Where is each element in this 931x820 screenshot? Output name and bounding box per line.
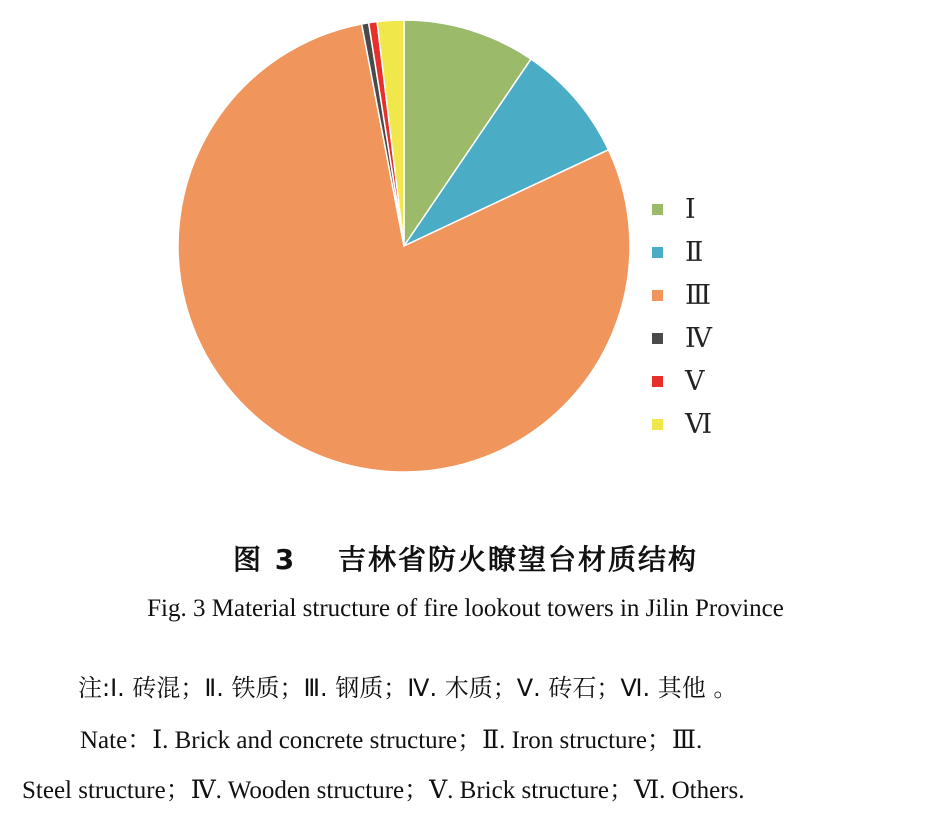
note-chinese: 注:Ⅰ. 砖混；Ⅱ. 铁质；Ⅲ. 钢质；Ⅳ. 木质；Ⅴ. 砖石；Ⅵ. 其他 。 bbox=[78, 674, 738, 702]
legend-label: Ⅰ bbox=[685, 194, 696, 224]
figure-title-chinese: 图 3 吉林省防火瞭望台材质结构 bbox=[233, 543, 698, 576]
note-english-line2: Steel structure；Ⅳ. Wooden structure；Ⅴ. Brick structure；Ⅵ. Others. bbox=[22, 777, 745, 804]
legend-swatch bbox=[652, 333, 663, 344]
legend-item-1 bbox=[652, 188, 712, 231]
legend-item-4 bbox=[652, 317, 712, 360]
legend-swatch bbox=[652, 290, 663, 301]
legend-label: Ⅱ bbox=[685, 237, 704, 267]
legend-swatch bbox=[652, 204, 663, 215]
legend-label: Ⅲ bbox=[685, 280, 712, 310]
legend-label: Ⅵ bbox=[685, 409, 713, 439]
legend-swatch bbox=[652, 419, 663, 430]
legend-swatch bbox=[652, 376, 663, 387]
figure-title-english: Fig. 3 Material structure of fire lookout towers in Jilin Province bbox=[147, 595, 784, 622]
legend-item-6 bbox=[652, 403, 712, 446]
note-english-line1: Nate：Ⅰ. Brick and concrete structure；Ⅱ. Iron structure；Ⅲ. bbox=[80, 727, 703, 754]
legend-item-2 bbox=[652, 231, 712, 274]
legend-item-3 bbox=[652, 274, 712, 317]
legend-item-5 bbox=[652, 360, 712, 403]
legend-label: Ⅴ bbox=[685, 366, 705, 396]
legend-label: Ⅳ bbox=[685, 323, 712, 353]
legend-swatch bbox=[652, 247, 663, 258]
legend bbox=[652, 188, 712, 446]
